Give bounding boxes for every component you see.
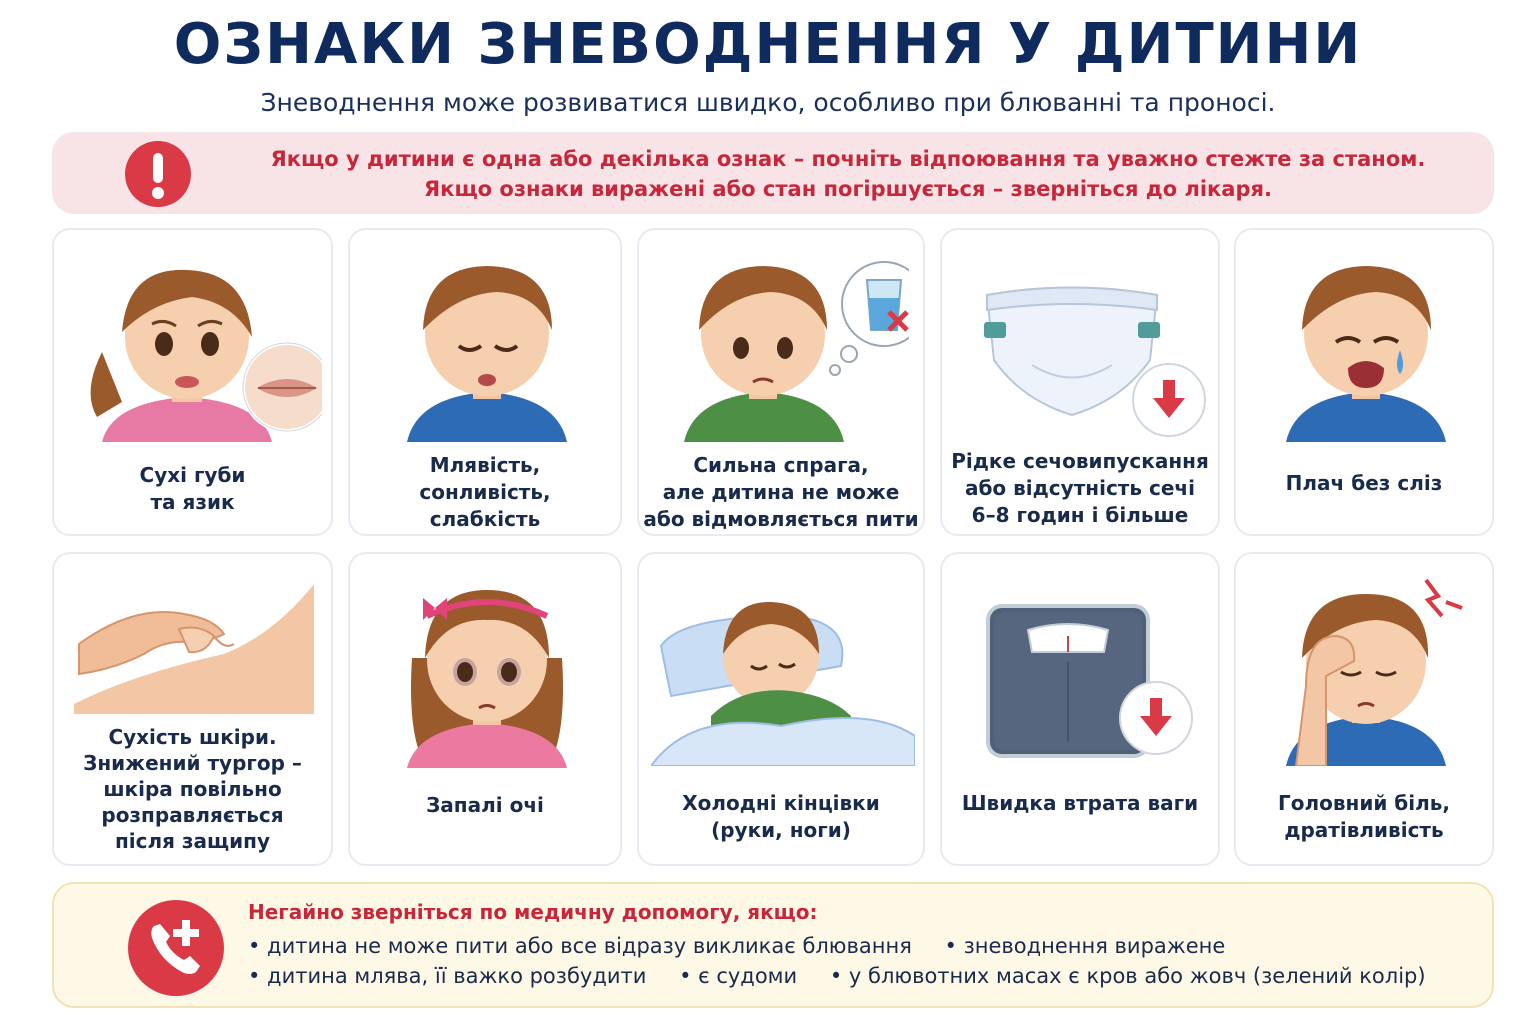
page-subtitle: Зневоднення може розвиватися швидко, особливо при блюванні та проносі. xyxy=(260,88,1276,117)
urgent-help-item: • зневоднення виражене xyxy=(944,934,1226,958)
urgent-help-row xyxy=(248,934,1251,958)
sign-caption-line: або відсутність сечі xyxy=(964,476,1196,500)
sign-card-skin-turgor xyxy=(52,552,333,866)
urgent-help-item: • у блювотних масах є кров або жовч (зелений колір) xyxy=(829,964,1426,988)
thirst-glass-icon xyxy=(659,242,909,442)
sign-card-sunken-eyes xyxy=(348,552,622,866)
sign-card-thirst xyxy=(637,228,925,536)
sign-caption-line: після защипу xyxy=(114,829,271,853)
alert-text-1: Якщо у дитини є одна або декілька ознак – почніть відпоювання та уважно стежте за станом. xyxy=(270,147,1426,171)
dry-lips-icon xyxy=(72,242,322,442)
urgent-help-box xyxy=(52,882,1494,1008)
sign-caption-line: Плач без сліз xyxy=(1285,471,1443,495)
urgent-help-item: • є судоми xyxy=(679,964,798,988)
sign-caption-line: (руки, ноги) xyxy=(711,818,851,842)
sign-caption-line: Головний біль, xyxy=(1277,791,1451,815)
urgent-help-row xyxy=(248,964,1452,988)
sign-caption-line: Млявість, xyxy=(429,453,541,477)
sign-caption-line: Сухість шкіри. xyxy=(108,725,277,749)
sunken-eyes-icon xyxy=(387,568,587,768)
sign-card-dry-lips xyxy=(52,228,333,536)
alert-banner xyxy=(52,132,1494,214)
sign-caption-line: Швидка втрата ваги xyxy=(961,791,1199,815)
sign-caption-line: Сильна спрага, xyxy=(693,453,869,477)
alert-text-2: Якщо ознаки виражені або стан погіршується – зверніться до лікаря. xyxy=(424,177,1272,201)
sign-card-headache xyxy=(1234,552,1494,866)
sign-card-cold-limbs xyxy=(637,552,925,866)
sign-caption-line: сонливість, xyxy=(419,480,551,504)
page-title: ОЗНАКИ ЗНЕВОДНЕННЯ У ДИТИНИ xyxy=(173,12,1363,77)
sleepy-child-icon xyxy=(387,242,587,442)
sign-caption-line: 6–8 годин і більше xyxy=(971,503,1189,527)
sign-caption-line: дратівливість xyxy=(1284,818,1444,842)
skin-pinch-icon xyxy=(74,574,314,714)
sign-caption-line: Сухі губи xyxy=(139,463,246,487)
urgent-help-item: • дитина млява, її важко розбудити xyxy=(248,964,647,988)
sign-card-weight-loss xyxy=(940,552,1220,866)
sign-caption-line: шкіра повільно xyxy=(103,777,282,801)
child-in-bed-icon xyxy=(651,576,915,766)
sign-card-tearless-crying xyxy=(1234,228,1494,536)
sign-caption-line: розправляється xyxy=(101,803,284,827)
urgent-help-item: • дитина не може пити або все відразу викликає блювання xyxy=(248,934,912,958)
sign-caption-line: Рідке сечовипускання xyxy=(951,449,1209,473)
scale-icon xyxy=(986,602,1216,762)
crying-child-icon xyxy=(1266,242,1466,442)
sign-caption-line: але дитина не може xyxy=(662,480,900,504)
headache-icon xyxy=(1266,566,1476,766)
sign-caption-line: або відмовляється пити xyxy=(643,507,919,531)
sign-caption-line: Запалі очі xyxy=(426,793,544,817)
sign-caption-line: слабкість xyxy=(429,507,541,531)
sign-caption-line: та язик xyxy=(150,490,235,514)
sign-card-urine xyxy=(940,228,1220,536)
diaper-icon xyxy=(972,250,1207,440)
sign-card-lethargy xyxy=(348,228,622,536)
urgent-help-title: Негайно зверніться по медичну допомогу, якщо: xyxy=(248,900,818,924)
sign-caption-line: Знижений тургор – xyxy=(83,751,302,775)
sign-caption-line: Холодні кінцівки xyxy=(682,791,880,815)
phone-plus-icon xyxy=(126,898,226,998)
